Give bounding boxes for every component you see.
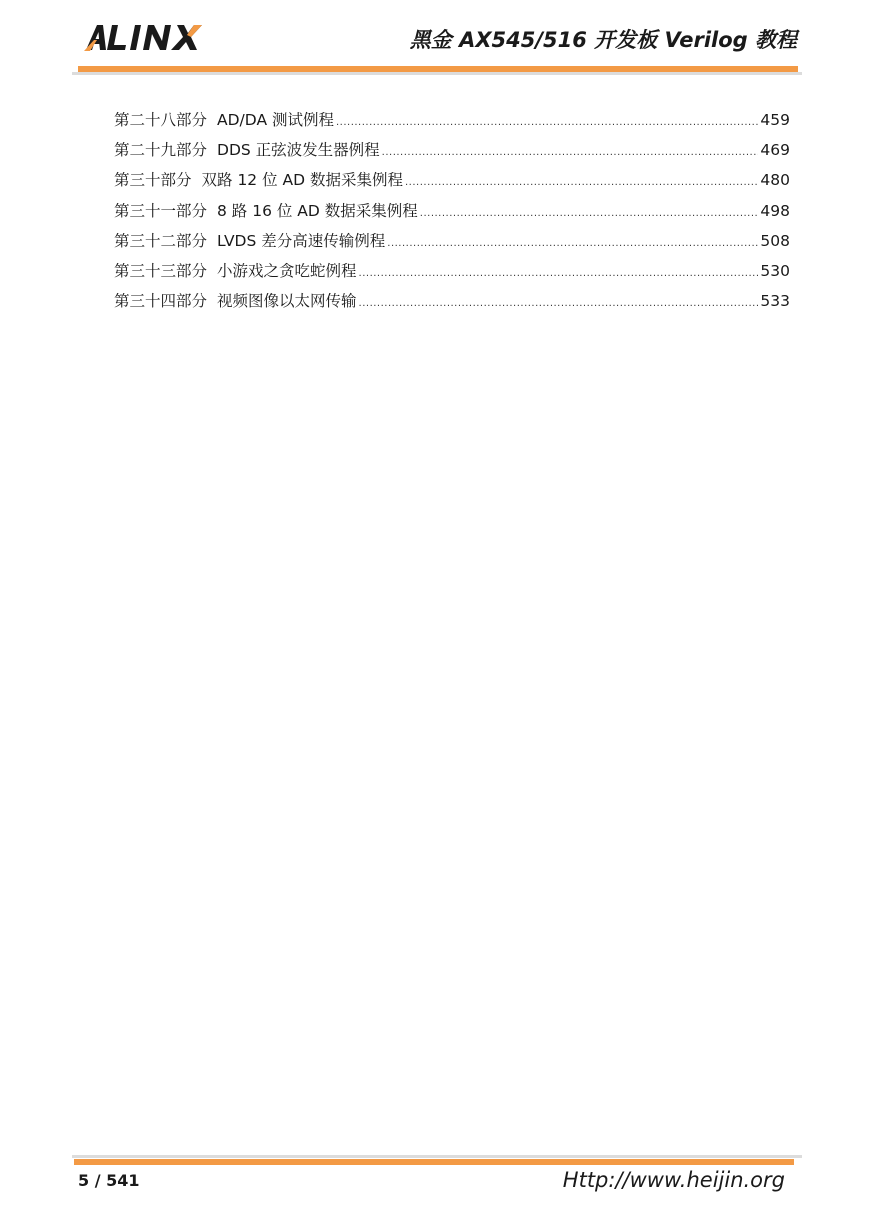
toc-dot-leader: [382, 141, 759, 165]
toc-title: AD/DA 测试例程: [217, 111, 334, 129]
toc-dot-leader: [387, 232, 758, 256]
toc-title: 8 路 16 位 AD 数据采集例程: [217, 201, 418, 220]
toc-title: DDS 正弦波发生器例程: [217, 141, 380, 160]
toc-page-number: 480: [760, 171, 790, 190]
toc-title: LVDS 差分高速传输例程: [217, 231, 386, 250]
toc-dot-leader: [336, 111, 758, 135]
toc-entry[interactable]: [114, 229, 790, 259]
toc-entry[interactable]: [114, 168, 790, 198]
toc-title: 小游戏之贪吃蛇例程: [217, 261, 357, 280]
toc-entry[interactable]: [114, 108, 790, 138]
toc-entry[interactable]: [114, 289, 790, 319]
toc-page-number: 530: [760, 261, 790, 280]
toc-page-number: 533: [760, 292, 790, 311]
toc-title: 视频图像以太网传输: [217, 292, 357, 311]
footer-divider: [74, 1159, 794, 1165]
page-indicator: 5 / 541: [78, 1171, 140, 1190]
toc-page-number: 469: [760, 141, 790, 160]
toc-page-number: 459: [760, 111, 790, 129]
footer-divider-shadow: [72, 1155, 802, 1158]
toc-dot-leader: [405, 171, 758, 195]
toc-entry[interactable]: [114, 259, 790, 289]
toc-title: 双路 12 位 AD 数据采集例程: [201, 171, 403, 190]
toc-part-label: 第三十一部分: [114, 201, 208, 220]
toc-entry[interactable]: [114, 138, 790, 168]
toc-page-number: 508: [760, 231, 790, 250]
toc-part-label: 第三十四部分: [114, 292, 208, 311]
toc-part-label: 第三十三部分: [114, 261, 208, 280]
table-of-contents: [114, 108, 790, 319]
toc-dot-leader: [359, 262, 759, 286]
toc-part-label: 第二十八部分: [114, 111, 208, 129]
header-divider-shadow: [72, 72, 802, 75]
toc-part-label: 第三十二部分: [114, 231, 208, 250]
document-title: 黑金 AX545/516 开发板 Verilog 教程: [409, 28, 797, 52]
toc-part-label: 第二十九部分: [114, 141, 208, 160]
toc-part-label: 第三十部分: [114, 171, 192, 190]
toc-dot-leader: [420, 202, 759, 226]
toc-dot-leader: [359, 292, 759, 316]
website-link[interactable]: Http://www.heijin.org: [562, 1168, 785, 1192]
toc-page-number: 498: [760, 201, 790, 220]
alinx-logo: [84, 22, 224, 52]
toc-entry[interactable]: [114, 199, 790, 229]
